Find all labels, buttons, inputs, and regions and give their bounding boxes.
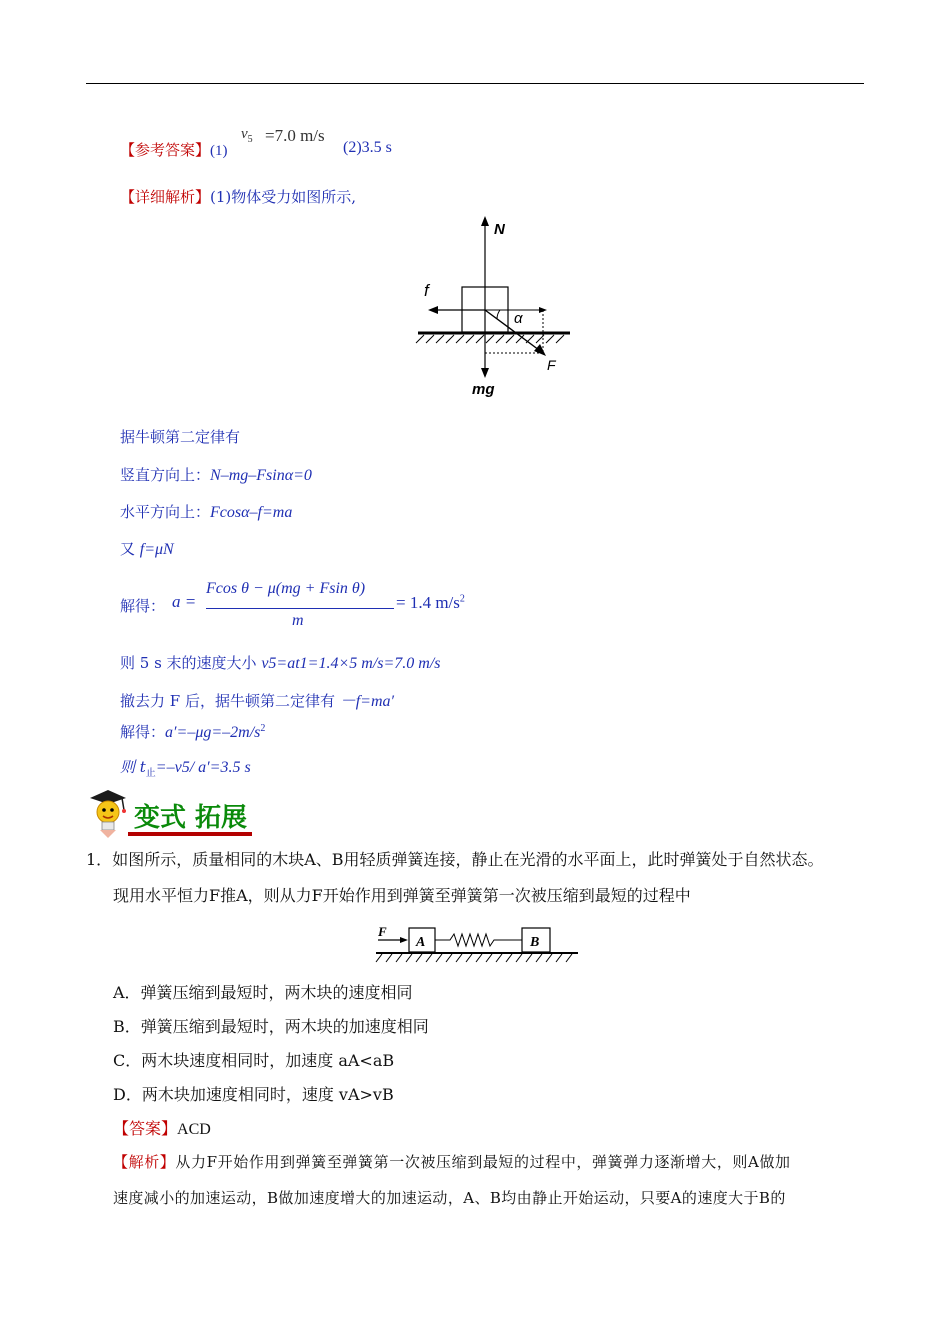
- detail-intro: (1)物体受力如图所示,: [210, 188, 357, 206]
- solution-line-7: 撤去力 F 后，据牛顿第二定律有 －f=ma′: [120, 692, 395, 710]
- solution-fraction: [206, 580, 396, 640]
- question-text-1: 如图所示，质量相同的木块A、B用轻质弹簧连接，静止在光滑的水平面上，此时弹簧处于自然状态。: [112, 850, 824, 869]
- analysis-text-1: 从力F开始作用到弹簧至弹簧第一次被压缩到最短的过程中，弹簧弹力逐渐增大，则A做加: [175, 1153, 791, 1171]
- spring-diagram: [372, 922, 582, 964]
- ground-hatch: [416, 335, 564, 343]
- angle-arc: [497, 310, 500, 319]
- option-a: A．弹簧压缩到最短时，两木块的速度相同: [113, 983, 413, 1002]
- solution-line-8: 解得：$a'=-\mu g=-2m/s^2$: [120, 723, 266, 741]
- answer-ref-line: [120, 139, 228, 160]
- block-B-label: B: [530, 935, 540, 950]
- option-b: B．弹簧压缩到最短时，两木块的加速度相同: [113, 1017, 429, 1036]
- friction-arrowhead: [428, 306, 438, 314]
- push-force-arrowhead: [400, 937, 408, 943]
- solution-line-2: 竖直方向上：N–mg–Fsinα=0: [120, 466, 312, 484]
- answer-ref-v5: $v_5$: [241, 126, 253, 145]
- solution-line-6: 则 5 s 末的速度大小 v5=at1=1.4×5 m/s=7.0 m/s: [120, 654, 441, 672]
- question-line-1: [86, 847, 824, 870]
- analysis-line-1: [113, 1151, 791, 1172]
- fraction-bar: [206, 608, 394, 609]
- mascot-icon: [90, 790, 126, 838]
- answer-value: ACD: [177, 1121, 211, 1138]
- question-text-2: 现用水平恒力F推A，则从力F开始作用到弹簧至弹簧第一次被压缩到最短的过程中: [113, 886, 691, 905]
- detail-line: [120, 186, 356, 207]
- label-F: F: [547, 357, 556, 373]
- spring-label-F: F: [378, 924, 387, 939]
- applied-force-arrowhead: [534, 344, 546, 356]
- solution-line-3: 水平方向上：Fcosα–f=ma: [120, 503, 293, 521]
- normal-arrowhead: [481, 216, 489, 226]
- spring-coil: [435, 934, 522, 946]
- fraction-denominator: m: [292, 612, 304, 629]
- answer-ref-eq: =7.0 m/s: [265, 126, 325, 145]
- solution-line-9: 则 $t_止=-v5/$ a′=3.5 s: [120, 758, 251, 779]
- solution-line-4: 又 f=μN: [120, 540, 174, 558]
- analysis-tag: 【解析】: [113, 1153, 176, 1171]
- answer-tag: 【答案】: [113, 1119, 178, 1138]
- answer-ref-part1: (1): [210, 143, 228, 159]
- option-d: D．两木块加速度相同时，速度 vA>vB: [113, 1085, 394, 1104]
- option-c: C．两木块速度相同时，加速度 aA<aB: [113, 1051, 395, 1070]
- label-N: N: [494, 221, 505, 238]
- section-banner-graphic: [86, 784, 256, 840]
- banner-title: 变式 拓展: [134, 803, 248, 833]
- question-number: 1．: [86, 850, 113, 869]
- detail-tag: 【详细解析】: [120, 188, 211, 206]
- solution-line-5-a: a =: [172, 592, 197, 611]
- answer-line: [113, 1116, 211, 1139]
- solution-line-5-result: = 1.4 $m/s^2$: [396, 593, 465, 612]
- solution-line-5-prefix: 解得：: [120, 597, 166, 615]
- gravity-arrowhead: [481, 368, 489, 378]
- analysis-text-2: 速度减小的加速运动，B做加速度增大的加速运动，A、B均由静止开始运动，只要A的速度大于B的: [113, 1189, 786, 1207]
- answer-ref-part2: (2)3.5 s: [343, 139, 392, 156]
- answer-ref-tag: 【参考答案】: [120, 141, 211, 159]
- solution-line-1: 据牛顿第二定律有: [120, 428, 241, 446]
- block-A-label: A: [416, 935, 426, 950]
- label-f: f: [424, 281, 429, 300]
- label-alpha: α: [514, 310, 523, 327]
- spring-ground-hatch: [376, 954, 572, 962]
- fraction-numerator: Fcos θ − μ(mg + Fsin θ): [206, 580, 366, 597]
- header-rule: [86, 83, 864, 84]
- force-diagram: [410, 210, 580, 405]
- label-mg: mg: [472, 381, 495, 398]
